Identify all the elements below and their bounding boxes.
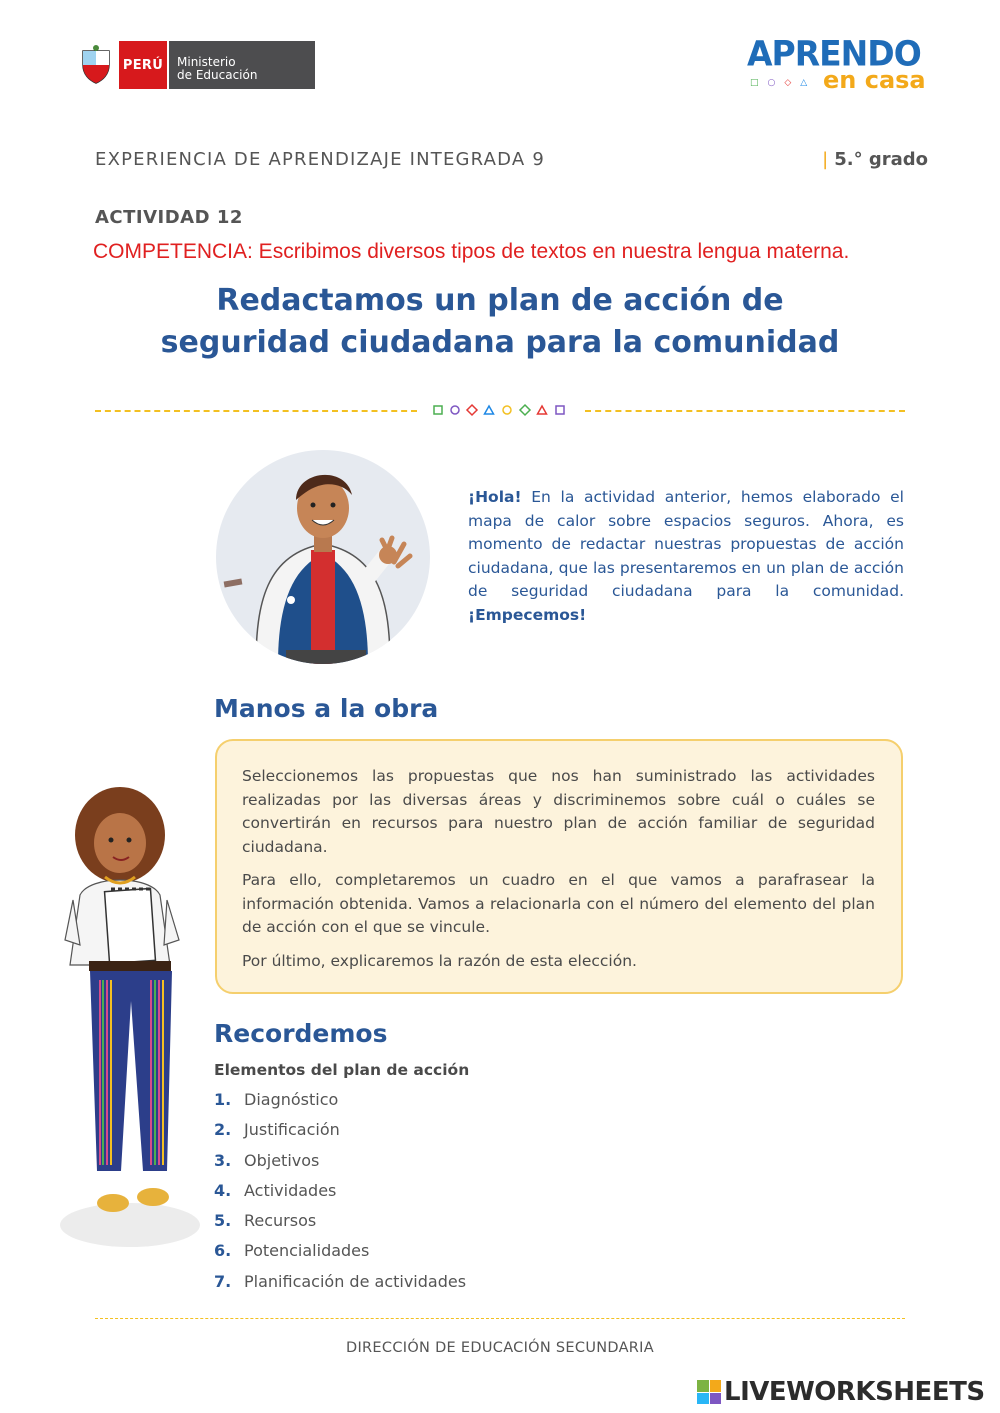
peru-label: PERÚ bbox=[119, 41, 167, 89]
aprendo-en-casa-logo bbox=[745, 33, 930, 98]
list-item-label: Potencialidades bbox=[244, 1241, 370, 1261]
list-item-number: 3. bbox=[214, 1150, 232, 1170]
experience-title: EXPERIENCIA DE APRENDIZAJE INTEGRADA 9 bbox=[95, 149, 545, 170]
coat-of-arms-icon bbox=[76, 41, 116, 89]
instructions-paragraph-1: Seleccionemos las propuestas que nos han suministrado las actividades realizadas por las diversas áreas y discriminemos sobre cuál o cuáles se convertirán en recursos para nuestro plan de acción familiar de seguridad ciudadana. bbox=[242, 767, 875, 856]
list-item-number: 7. bbox=[214, 1271, 232, 1291]
list-item-label: Objetivos bbox=[244, 1150, 320, 1170]
list-item-label: Planificación de actividades bbox=[244, 1271, 467, 1291]
activity-label: ACTIVIDAD 12 bbox=[95, 207, 243, 228]
liveworksheets-label: LIVEWORKSHEETS bbox=[724, 1377, 985, 1407]
brand-shapes-icon: □○◇△ bbox=[750, 78, 817, 88]
list-item-label: Justificación bbox=[244, 1120, 340, 1140]
list-item bbox=[214, 1090, 466, 1120]
section-divider bbox=[95, 403, 905, 417]
intro-body: En la actividad anterior, hemos elaborado el mapa de calor sobre espacios seguros. Ahora, es momento de redactar nuestras propuestas de acción ciudadana, que las presentaremos en un plan de acción de seguridad ciudadana para la comunidad. bbox=[468, 488, 904, 600]
recordemos-title: Recordemos bbox=[214, 1019, 388, 1048]
list-item bbox=[214, 1120, 466, 1150]
elements-subtitle: Elementos del plan de acción bbox=[214, 1061, 470, 1079]
competencia-text: COMPETENCIA: Escribimos diversos tipos de textos en nuestra lengua materna. bbox=[93, 240, 850, 263]
manos-title: Manos a la obra bbox=[214, 694, 439, 723]
ministry-label: Ministerio de Educación bbox=[169, 41, 315, 89]
list-item bbox=[214, 1272, 466, 1302]
page-title bbox=[0, 280, 1000, 364]
list-item-label: Recursos bbox=[244, 1211, 317, 1231]
grade-value: 5.° grado bbox=[834, 149, 928, 170]
list-item bbox=[214, 1151, 466, 1181]
list-item bbox=[214, 1241, 466, 1271]
title-line-2: seguridad ciudadana para la comunidad bbox=[160, 325, 840, 360]
instructions-paragraph-2: Para ello, completaremos un cuadro en el que vamos a parafrasear la información obtenida. Vamos a relacionarla con el número del elemento del plan de acción con el que se vincule. bbox=[242, 871, 875, 936]
list-item-number: 2. bbox=[214, 1120, 232, 1140]
liveworksheets-logo-icon bbox=[697, 1380, 721, 1404]
list-item bbox=[214, 1181, 466, 1211]
list-item-number: 6. bbox=[214, 1241, 232, 1261]
list-item bbox=[214, 1211, 466, 1241]
list-item-number: 1. bbox=[214, 1090, 232, 1109]
title-line-1: Redactamos un plan de acción de bbox=[216, 283, 784, 318]
grade-label: | 5.° grado bbox=[822, 149, 928, 170]
list-item-number: 4. bbox=[214, 1180, 232, 1200]
elements-list bbox=[214, 1090, 466, 1302]
teacher-illustration bbox=[216, 450, 430, 664]
student-illustration bbox=[55, 785, 215, 1255]
intro-greeting: ¡Hola! bbox=[468, 488, 522, 506]
list-item-number: 5. bbox=[214, 1211, 232, 1231]
intro-text bbox=[468, 486, 904, 627]
ministry-logo bbox=[76, 41, 315, 89]
intro-closing: ¡Empecemos! bbox=[468, 605, 587, 624]
list-item-label: Diagnóstico bbox=[244, 1090, 339, 1109]
instructions-paragraph-3: Por último, explicaremos la razón de esta elección. bbox=[242, 951, 637, 970]
list-item-label: Actividades bbox=[244, 1180, 337, 1200]
brand-small: en casa bbox=[823, 66, 926, 94]
instructions-box bbox=[215, 739, 903, 994]
liveworksheets-watermark[interactable] bbox=[697, 1377, 985, 1407]
footer-text: DIRECCIÓN DE EDUCACIÓN SECUNDARIA bbox=[346, 1340, 654, 1356]
brand-big: APRENDO bbox=[747, 33, 921, 74]
footer-divider bbox=[95, 1318, 905, 1319]
shapes-divider-icon bbox=[432, 403, 568, 417]
